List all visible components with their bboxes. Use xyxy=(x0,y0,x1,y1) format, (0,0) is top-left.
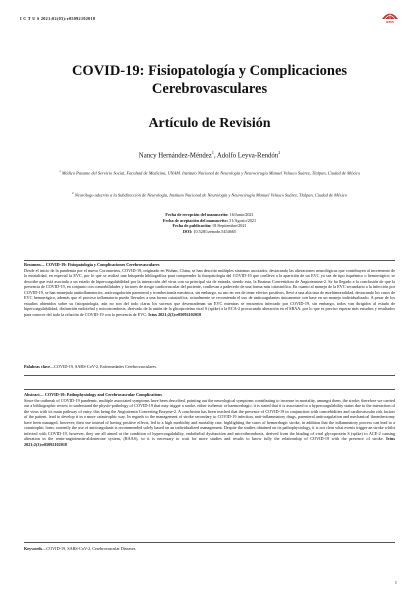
journal-citation: I C T U S 2021;02(03):e05092102018 xyxy=(20,16,96,21)
running-header xyxy=(20,9,399,25)
keywords-en-label: Keywords xyxy=(24,546,43,551)
author-2-affiliation-mark: 2 xyxy=(278,150,281,155)
article-title: COVID-19: Fisiopatología y Complicaciones Cerebrovasculares xyxy=(71,63,348,97)
keywords-es-label: Palabras clave xyxy=(24,364,50,369)
doi: DOI: 10.5281/zenodo.5454665 xyxy=(183,228,236,234)
affiliation-2-text: Neurólogo adscrito a la Subdirección de Neurología, Instituto Nacional de Neurología y Neurocirugía Manuel Velasco Suárez, Tlalpan, Ciudad de México xyxy=(74,192,348,198)
divider xyxy=(24,375,395,376)
author-1: Nancy Hernández-Méndez xyxy=(138,152,212,160)
keywords-en-text: —COVID-19, SARS-CoV-2, Cerebrovascular Diseases. xyxy=(42,546,137,551)
abstract-english xyxy=(24,392,395,447)
keywords-es-text: —COVID-19, SARS-CoV-2, Enfermedades Cerebrovasculares. xyxy=(49,364,158,369)
affiliation-2 xyxy=(48,190,371,198)
abstract-spanish xyxy=(24,262,395,317)
abstract-es-citation: Ictus 2021;2(3):e05092102018 xyxy=(148,311,202,317)
date-accepted: Fecha de aceptación del manuscrito: 31/Agosto/2021 xyxy=(162,217,257,223)
keywords-spanish xyxy=(24,364,395,370)
publication-dates xyxy=(0,212,419,234)
date-received: Fecha de recepción del manuscrito: 16/Junio/2021 xyxy=(165,212,254,217)
article-type: Artículo de Revisión xyxy=(148,116,271,131)
abstract-en-heading: Abstract— COVID-19: Pathophysiology and Cerebrovascular Complications xyxy=(24,392,162,397)
divider xyxy=(24,542,395,543)
affiliation-1-text: Médico Pasante del Servicio Social, Facultad de Medicina, UNAM. Instituto Nacional de Neurología y Neurocirugía Manuel Velasco Suárez, Tlalpan, Ciudad de México xyxy=(61,170,360,176)
author-1-affiliation-mark: 1 xyxy=(211,150,214,155)
abstract-en-citation: Ictus 2021;2(3):e05092102018 xyxy=(24,436,395,447)
logo-text: ICTUS xyxy=(386,21,394,24)
abstract-es-body: Desde el inicio de la pandemia por el nuevo Coronavirus, COVID-19, originado en Wuhan, China, se han descrito múltiples síntomas asociados, destacando las alteraciones neurológicas que contribuyen al incremento de la mortalidad, en especial la EVC, por lo que se realizó una búsqueda bibliográfica para comprender la fisiopatología del COVID-19 que conlleva a la aparición de un EVC ya sea de tipo isquémico o hemorrágico; se describe que está asociado a un estado de hipercoagulabilidad por la interacción del virus con su principal vía de entrada, siendo esta, la Enzima Convertidora de Angiotensina-2. Se ha llegado a la conclusión de que la presencia de COVID-19, en conjunto con comorbilidades y factores de riesgo cardiovascular del paciente, conllevan a padecerlo de una forma más catastrófica. En cuanto al manejo de la EVC secundario a la infección por COVID-19, se han manejado antiinflamatorios, anticoagulación parenteral y trombectomía mecánica, sin embargo, su uso en vez de tener efectos positivos, llevó a una alta tasa de morbimortalidad, destacando los casos de EVC hemorrágico, además que el proceso inflamatorio puede llevarlos a una forma catastrófica; actualmente se recomienda el uso de anticoagulantes únicamente con base en un manejo individualizado. A pesar de los estudios obtenidos sobre su fisiopatología, aún no son del todo claras los sucesos que desencadenan un EVC mientras se encuentra infectado por COVID-19, sin embargo, todos van dirigidos al estado de hipercoagulabilidad, disfunción endotelial y microtrombosis, derivado de la unión de la glicoproteína viral S (spike) a la ECA-2 provocando alteración en el SRAA, por lo que es preciso esperar más estudios y resultados para conocer del todo la relación de COVID-19 con la presencia de EVC. xyxy=(24,267,395,317)
affiliation-1 xyxy=(48,168,371,176)
author-list xyxy=(0,150,419,159)
date-published: Fecha de publicación: 01/Septiembre/2021 xyxy=(172,223,247,229)
abstract-en-body: Since the outbreak of COVID-19 pandemic, multiple associated symptoms have been described, pointing out the neurological symptoms contributing to increase in mortality, amongst them, the stroke; therefore we carried out a bibliographic review to understand the physio-pathology of COVID-19 that may trigger a stroke, either ischemic or haemorrhagic; it is stated that it is associated to a hypercoagulability status due to the interaction of the virus with its main pathway of entry, this being the Angiotensin Converting Enzyme-2. A conclusion has been reached that the presence of COVID-19 in conjunction with comorbidities and cardiovascular risk factors of the patient, lead to develop it in a more catastrophic way. In regards to the management of stroke secondary to COVID-19 infection, anti-inflammatory drugs, parenteral anticoagulation and mechanical thrombectomy have been managed, however, their use instead of having positive effects, led to a high morbidity and mortality rate, highlighting the cases of hemorrhagic stroke, in addition that the inflammatory process can lead to a catastrophic form; currently the use of anticoagulants is recommended solely based on an individualized management. Despite the studies obtained on its pathophysiology, it is not clear what events trigger an stroke whilst infected with COVID-19, however, they are all aimed at the condition of hypercoagulability, endothelial dysfunction and microthrombosis, derived from the binding of viral glycoprotein S (spike) to ACE-2 causing alteration in the renin-angiotensin-aldosterone system, (RAAS), so it is necessary to wait for more studies and results to know fully the relationship of COVID-19 with the presence of stroke. xyxy=(24,397,395,442)
abstract-es-heading: Resumen— COVID-19: Fisiopatología y Complicaciones Cerebrovasculares xyxy=(24,262,160,267)
page-number: 1 xyxy=(394,580,397,585)
affiliation-2-mark: 2 xyxy=(71,191,74,195)
divider xyxy=(24,389,395,390)
author-2: Adolfo Leyva-Rendón xyxy=(216,152,279,160)
divider xyxy=(24,260,395,261)
keywords-english xyxy=(24,546,395,552)
author-separator: , xyxy=(213,152,217,160)
affiliation-1-mark: 1 xyxy=(59,169,61,173)
